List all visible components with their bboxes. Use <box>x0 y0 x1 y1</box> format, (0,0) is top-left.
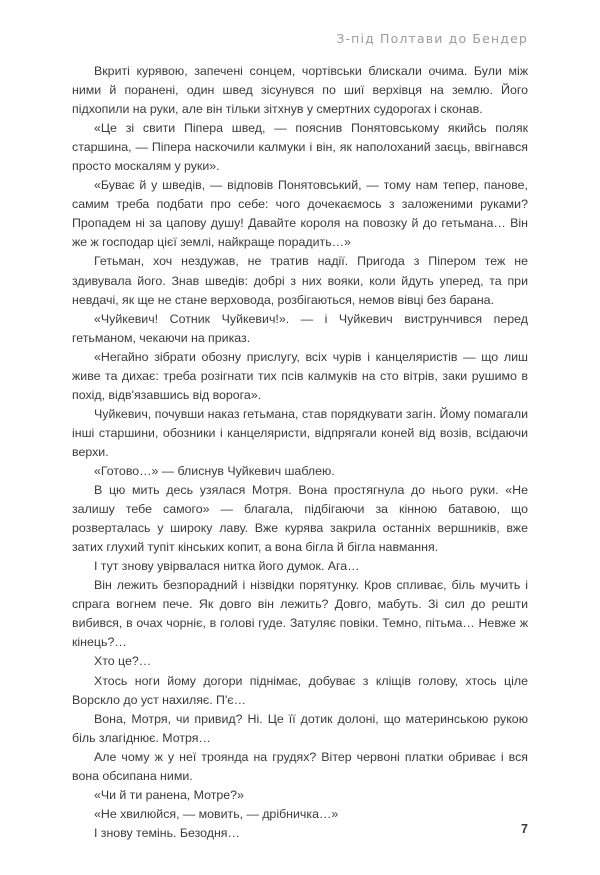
paragraph: Чуйкевич, почувши наказ гетьмана, став порядкувати загін. Йому помагали інші старшини, обозники і канцеляристи, відпрягали коней від возів, всідаючи верхи. <box>72 406 528 459</box>
paragraph: Хтось ноги йому догори піднімає, добуває з кліщів голову, хтось ціле Ворскло до уст нахиляє. П'є… <box>72 673 528 707</box>
paragraph: «Не хвилюйся, — мовить, — дрібничка…» <box>94 806 339 821</box>
paragraph: І знову темінь. Безодня… <box>94 825 240 840</box>
body-text-block <box>72 62 528 843</box>
paragraph: «Чи й ти ранена, Мотре?» <box>94 787 244 802</box>
paragraph: Хто це?… <box>94 654 152 669</box>
page-number: 7 <box>521 822 528 836</box>
paragraph: Вкриті курявою, запечені сонцем, чортівськи блискали очима. Були між ними й поранені, один швед зісунувся по шиї верхівця на землю. Його підхопили на руки, але він тільки зітхнув у смертних судорогах і сконав. <box>72 64 528 117</box>
paragraph: Гетьман, хоч нездужав, не тратив надії. Пригода з Піпером теж не здивувала його. Знав шведів: добрі з них вояки, коли йдуть уперед, та при невдачі, як ще не стане верховода, розбігаються, немов вівці без барана. <box>72 254 528 307</box>
paragraph: «Негайно зібрати обозну прислугу, всіх чурів і канцеляристів — що лиш живе та дихає: треба розігнати тих псів калмуків на сто вітрів, заки рушимо в похід, відв'язавшись від ворога». <box>72 349 528 402</box>
paragraph: Але чому ж у неї троянда на грудях? Вітер червоні платки обриває і вся вона обсипана ними. <box>72 749 528 783</box>
paragraph: «Чуйкевич! Сотник Чуйкевич!». — і Чуйкевич виструнчився перед гетьманом, чекаючи на приказ. <box>72 311 528 345</box>
paragraph: «Готово…» — блиснув Чуйкевич шаблею. <box>94 463 335 478</box>
paragraph: Він лежить безпорадний і нізвідки порятунку. Кров спливає, біль мучить і спрага вогнем пече. Як довго він лежить? Довго, мабуть. Зі сил до решти вибився, в очах чорніє, в голові гуде. Затуляє повіки. Темно, пітьма… Невже ж кінець?… <box>72 578 528 650</box>
running-head: З-під Полтави до Бендер <box>336 31 528 46</box>
paragraph: «Буває й у шведів, — відповів Понятовський, — тому нам тепер, панове, самим треба подбати про себе: чого дочекаємось з заложеними руками? Пропадем ні за цапову душу! Давайте короля на повозку й до гетьмана… Він же ж господар цієї землі, найкраще порадить…» <box>72 178 528 250</box>
paragraph: І тут знову увірвалася нитка його думок. Ага… <box>94 559 360 574</box>
paragraph: В цю мить десь узялася Мотря. Вона простягнула до нього руки. «Не залишу тебе самого» — благала, підбігаючи за кінною батавою, що розверталась у широку лаву. Вже курява закрила останніх вершників, вже затих глухий тупіт кінських копит, а вона бігла й бігла навмання. <box>72 483 528 555</box>
paragraph: «Це зі свити Піпера швед, — пояснив Понятовському якийсь поляк старшина, — Піпера наскочили калмуки і він, як наполоханий заєць, ввігнався просто москалям у руки». <box>72 121 528 174</box>
paragraph: Вона, Мотря, чи привид? Ні. Це її дотик долоні, що материнською рукою біль злагіднює. Мотря… <box>72 711 528 745</box>
